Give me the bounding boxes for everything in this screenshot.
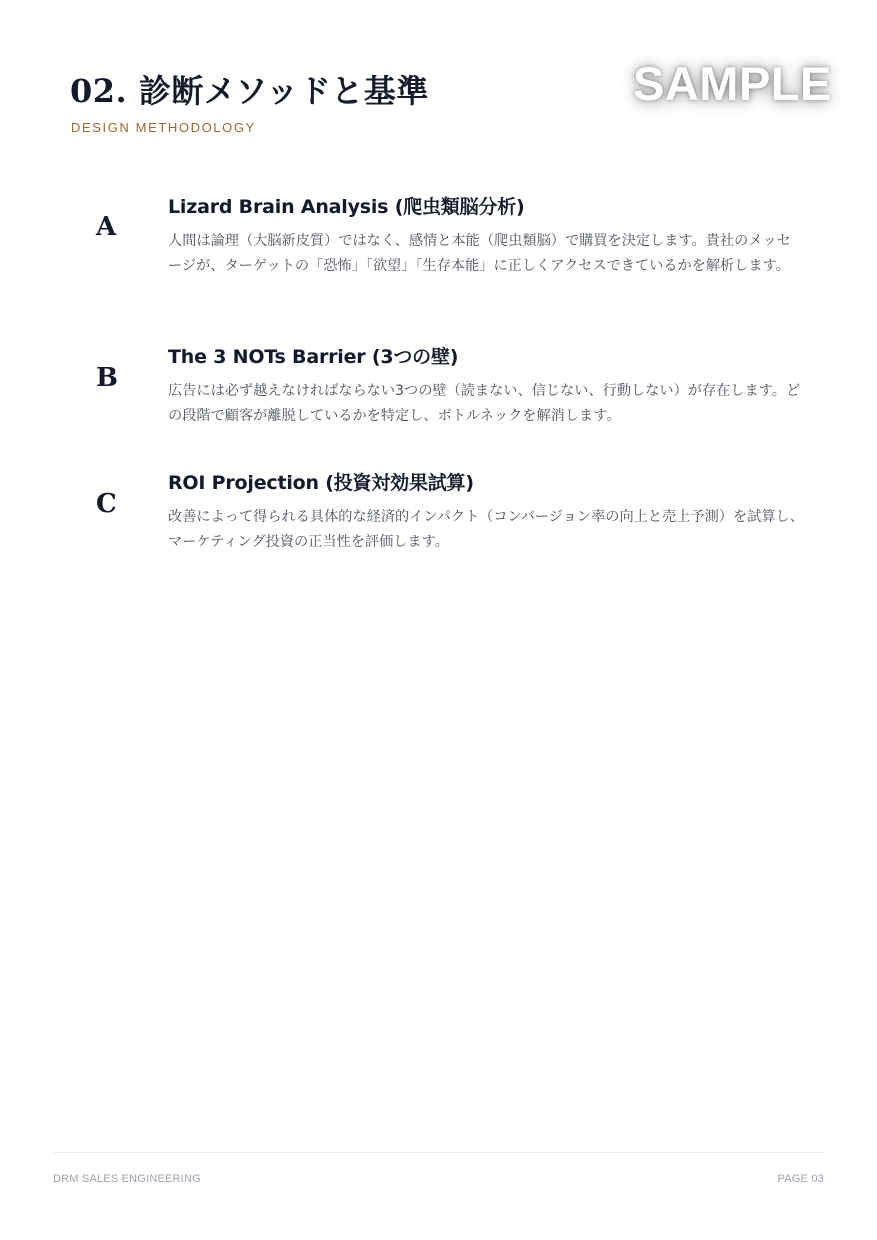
sample-watermark: SAMPLE <box>633 57 832 110</box>
page-subtitle: DESIGN METHODOLOGY <box>71 120 256 135</box>
method-description: 改善によって得られる具体的な経済的インパクト（コンバージョン率の向上と売上予測）を試算し、マーケティング投資の正当性を評価します。 <box>168 509 804 550</box>
method-letter: A <box>96 212 117 242</box>
method-title: Lizard Brain Analysis (爬虫類脳分析) <box>168 196 525 218</box>
method-letter: C <box>96 489 117 519</box>
footer-page-number: PAGE 03 <box>777 1173 824 1185</box>
method-title: ROI Projection (投資対効果試算) <box>168 472 474 494</box>
method-title: The 3 NOTs Barrier (3つの壁) <box>168 346 459 368</box>
footer-divider <box>53 1152 824 1153</box>
method-letter: B <box>96 363 118 393</box>
method-description: 人間は論理（大脳新皮質）ではなく、感情と本能（爬虫類脳）で購買を決定します。貴社のメッセージが、ターゲットの「恐怖」「欲望」「生存本能」に正しくアクセスできているかを解析します。 <box>168 233 791 274</box>
page-title: 02. 診断メソッドと基準 <box>70 72 429 110</box>
footer-company-name: DRM SALES ENGINEERING <box>53 1173 201 1185</box>
method-description: 広告には必ず越えなければならない3つの壁（読まない、信じない、行動しない）が存在します。どの段階で顧客が離脱しているかを特定し、ボトルネックを解消します。 <box>168 383 801 424</box>
